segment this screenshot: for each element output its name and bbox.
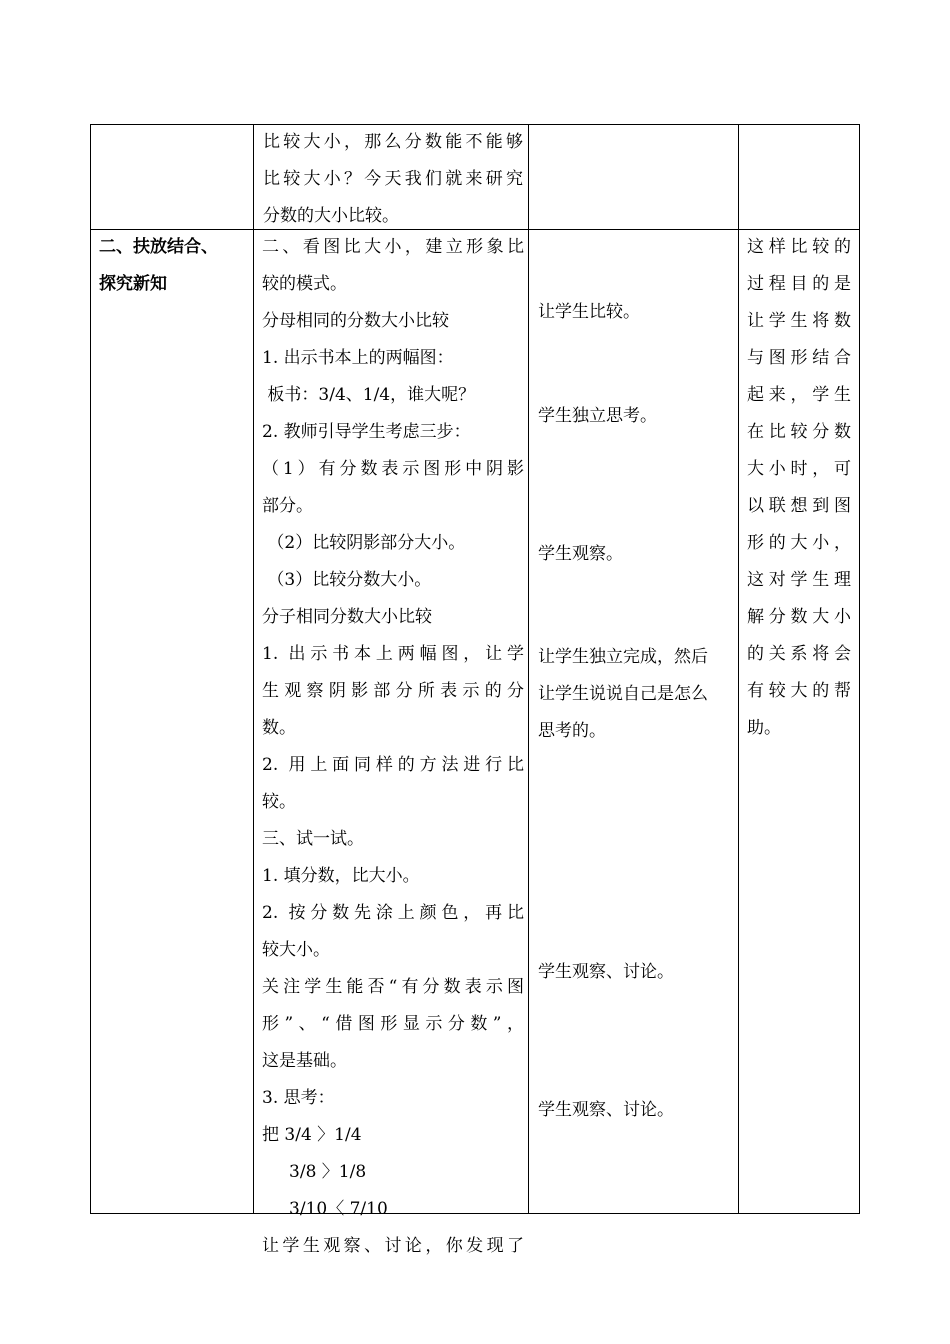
content-line: 分母相同的分数大小比较 (262, 311, 449, 331)
content-line: 3/8 〉1/8 (262, 1162, 367, 1182)
content-line: 关注学生能否“有分数表示图 (262, 977, 524, 997)
top-row-content-cell (263, 124, 523, 235)
student-note: 让学生比较。 (538, 302, 640, 322)
student-note: 学生观察、讨论。 (538, 1100, 674, 1120)
content-line: 把 3/4 〉1/4 (262, 1125, 362, 1145)
content-line: 比较大小，那么分数能不能够 (263, 132, 523, 152)
table-right-border (859, 124, 860, 1214)
student-note: 学生观察、讨论。 (538, 962, 674, 982)
table-left-border (90, 124, 91, 1214)
content-line: 2. 用上面同样的方法进行比 (262, 755, 524, 775)
content-line: （3）比较分数大小。 (262, 570, 432, 590)
student-note: 思考的。 (538, 721, 606, 741)
student-note: 学生观察。 (538, 544, 623, 564)
column-divider-3 (738, 124, 739, 1214)
teaching-content-cell (262, 229, 524, 1265)
purpose-line: 助。 (747, 718, 781, 738)
content-line: 三、试一试。 (262, 829, 364, 849)
purpose-line: 让学生将数 (747, 311, 851, 331)
content-line: 部分。 (262, 496, 313, 516)
content-line: 较。 (262, 792, 296, 812)
content-line: （2）比较阴影部分大小。 (262, 533, 466, 553)
design-purpose-cell (747, 229, 851, 747)
stage-title-line: 探究新知 (99, 274, 167, 294)
content-line: （1）有分数表示图形中阴影 (262, 459, 524, 479)
content-line: 生观察阴影部分所表示的分 (262, 681, 524, 701)
content-line: 较大小。 (262, 940, 330, 960)
content-line: 2. 教师引导学生考虑三步： (262, 422, 471, 442)
purpose-line: 过程目的是 (747, 274, 851, 294)
content-line: 分子相同分数大小比较 (262, 607, 432, 627)
student-note: 让学生独立完成，然后 (538, 647, 708, 667)
content-line: 1. 填分数，比大小。 (262, 866, 420, 886)
stage-cell (99, 229, 249, 303)
purpose-line: 起来，学生 (747, 385, 851, 405)
purpose-line: 以联想到图 (747, 496, 851, 516)
purpose-line: 的关系将会 (747, 644, 851, 664)
purpose-line: 这对学生理 (747, 570, 851, 590)
purpose-line: 形的大小， (747, 533, 851, 553)
student-note: 让学生说说自己是怎么 (538, 684, 708, 704)
content-line: 比较大小？今天我们就来研究 (263, 169, 523, 189)
column-divider-1 (253, 124, 254, 1214)
content-line: 形”、“借图形显示分数”， (262, 1014, 524, 1034)
content-line: 让学生观察、讨论，你发现了 (262, 1236, 524, 1256)
purpose-line: 解分数大小 (747, 607, 851, 627)
stage-title-line: 二、扶放结合、 (99, 237, 218, 257)
content-line: 分数的大小比较。 (263, 206, 399, 226)
content-line: 1. 出示书本上两幅图，让学 (262, 644, 524, 664)
content-line: 3. 思考： (262, 1088, 335, 1108)
content-line: 数。 (262, 718, 296, 738)
content-line: 2. 按分数先涂上颜色，再比 (262, 903, 524, 923)
content-line: 较的模式。 (262, 274, 347, 294)
purpose-line: 这样比较的 (747, 237, 851, 257)
column-divider-2 (528, 124, 529, 1214)
purpose-line: 与图形结合 (747, 348, 851, 368)
student-note: 学生独立思考。 (538, 406, 657, 426)
purpose-line: 有较大的帮 (747, 681, 851, 701)
content-line: 二、看图比大小，建立形象比 (262, 237, 524, 257)
content-line: 3/10〈 7/10 (262, 1199, 388, 1219)
content-line: 1. 出示书本上的两幅图： (262, 348, 454, 368)
content-line: 这是基础。 (262, 1051, 347, 1071)
purpose-line: 在比较分数 (747, 422, 851, 442)
content-line: 板书：3/4、1/4，谁大呢？ (262, 385, 476, 405)
purpose-line: 大小时，可 (747, 459, 851, 479)
